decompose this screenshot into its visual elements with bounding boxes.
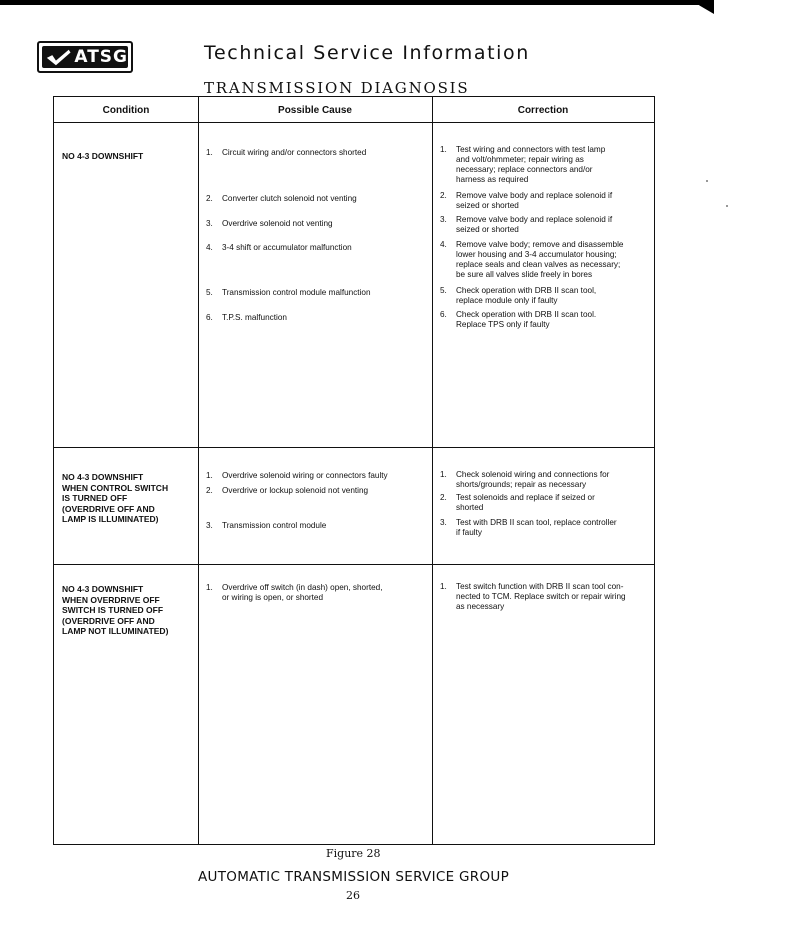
cause-item: 1. Overdrive solenoid wiring or connectors faulty: [206, 471, 388, 480]
page-corner-mark: [692, 0, 714, 14]
row-divider: [54, 447, 654, 448]
correction-item: 1. Test switch function with DRB II scan tool con- nected to TCM. Replace switch or repair wiring as necessary: [440, 582, 626, 611]
column-header-condition: Condition: [102, 105, 150, 116]
correction-item: 3. Remove valve body and replace solenoid if seized or shorted: [440, 215, 613, 234]
correction-item: 2. Remove valve body and replace solenoid if seized or shorted: [440, 191, 613, 210]
checkmark-logo-icon: [45, 46, 72, 68]
cause-item: 3. Transmission control module: [206, 521, 327, 530]
cause-item: 4. 3-4 shift or accumulator malfunction: [206, 243, 352, 252]
scan-speck: [726, 205, 728, 207]
cause-item: 6. T.P.S. malfunction: [206, 313, 287, 322]
header-divider: [54, 122, 654, 123]
correction-item: 3. Test with DRB II scan tool, replace controller if faulty: [440, 518, 617, 537]
cause-item: 1. Circuit wiring and/or connectors shorted: [206, 148, 367, 157]
correction-item: 5. Check operation with DRB II scan tool, replace module only if faulty: [440, 286, 597, 305]
page-subtitle: TRANSMISSION DIAGNOSIS: [204, 79, 470, 97]
figure-caption: Figure 28: [326, 847, 381, 860]
correction-item: 1. Test wiring and connectors with test lamp and volt/ohmmeter; repair wiring as necessary; replace connectors and/or harness as required: [440, 145, 606, 184]
logo-text: ATSG: [74, 47, 128, 67]
correction-item: 4. Remove valve body; remove and disassemble lower housing and 3-4 accumulator housing; replace seals and clean valves as necessary; be sure all valves slide freely in bores: [440, 240, 624, 279]
cause-item: 3. Overdrive solenoid not venting: [206, 219, 333, 228]
scan-speck: [706, 180, 708, 182]
top-rule: [0, 0, 700, 5]
column-header-correction: Correction: [517, 105, 569, 116]
column-header-possible-cause: Possible Cause: [278, 105, 352, 116]
page-number: 26: [346, 889, 360, 902]
correction-item: 6. Check operation with DRB II scan tool. Replace TPS only if faulty: [440, 310, 597, 329]
condition-cell: NO 4-3 DOWNSHIFT: [62, 151, 144, 161]
correction-item: 1. Check solenoid wiring and connections for shorts/grounds; repair as necessary: [440, 470, 610, 489]
cause-item: 2. Overdrive or lockup solenoid not venting: [206, 486, 369, 495]
column-divider: [198, 97, 199, 844]
condition-cell: NO 4-3 DOWNSHIFT WHEN OVERDRIVE OFF SWITCH IS TURNED OFF (OVERDRIVE OFF AND LAMP NOT ILLUMINATED): [62, 584, 169, 636]
cause-item: 5. Transmission control module malfunction: [206, 288, 371, 297]
row-divider: [54, 564, 654, 565]
diagnosis-table: [53, 96, 655, 845]
cause-item: 1. Overdrive off switch (in dash) open, shorted, or wiring is open, or shorted: [206, 583, 383, 602]
atsg-logo: [37, 41, 133, 73]
page-title: Technical Service Information: [204, 42, 530, 64]
cause-item: 2. Converter clutch solenoid not venting: [206, 194, 357, 203]
condition-cell: NO 4-3 DOWNSHIFT WHEN CONTROL SWITCH IS TURNED OFF (OVERDRIVE OFF AND LAMP IS ILLUMINATED): [62, 472, 169, 524]
footer-organization: AUTOMATIC TRANSMISSION SERVICE GROUP: [198, 869, 510, 885]
column-divider: [432, 97, 433, 844]
correction-item: 2. Test solenoids and replace if seized or shorted: [440, 493, 595, 512]
